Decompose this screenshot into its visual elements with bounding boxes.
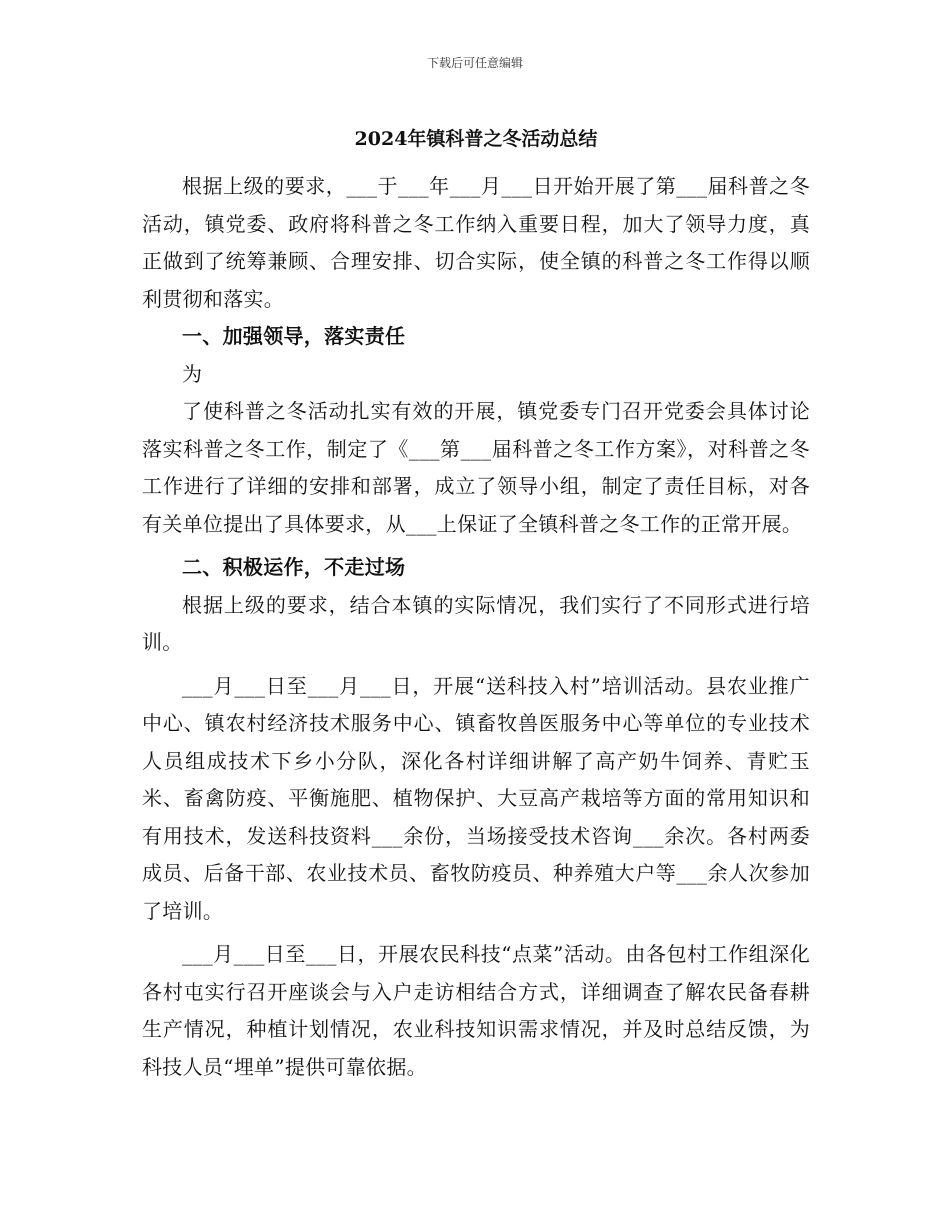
paragraph-training-intro: 根据上级的要求，结合本镇的实际情况，我们实行了不同形式进行培训。 [142,592,810,654]
paragraph-intro: 根据上级的要求，___于___年___月___日开始开展了第___届科普之冬活动，镇党委、政府将科普之冬工作纳入重要日程，加大了领导力度，真正做到了统筹兼顾、合理安排、切合实际，使全镇的科普之冬工作得以顺利贯彻和落实。 [142,174,810,311]
paragraph-leadership: 了使科普之冬活动扎实有效的开展，镇党委专门召开党委会具体讨论落实科普之冬工作，制定了《___第___届科普之冬工作方案》，对科普之冬工作进行了详细的安排和部署，成立了领导小组，制定了责任目标，对各有关单位提出了具体要求，从___上保证了全镇科普之冬工作的正常开展。 [142,399,810,536]
section-heading-1: 一、加强领导，落实责任 [182,324,406,348]
document-title: 2024年镇科普之冬活动总结 [354,128,598,150]
header-note: 下载后可任意编辑 [426,56,523,70]
paragraph-tech-to-village: ___月___日至___月___日，开展“送科技入村”培训活动。县农业推广中心、镇农村经济技术服务中心、镇畜牧兽医服务中心等单位的专业技术人员组成技术下乡小分队，深化各村详细讲解了高产奶牛饲养、青贮玉米、畜禽防疫、平衡施肥、植物保护、大豆高产栽培等方面的常用知识和有用技术，发送科技资料___余份，当场接受技术咨询___余次。各村两委成员、后备干部、农业技术员、畜牧防疫员、种养殖大户等___余人次参加了培训。 [142,673,810,923]
section-heading-2: 二、积极运作，不走过场 [182,555,406,579]
document-body [142,122,810,1086]
paragraph-order-activity: ___月___日至___日，开展农民科技“点菜”活动。由各包村工作组深化各村屯实行召开座谈会与入户走访相结合方式，详细调查了解农民备春耕生产情况，种植计划情况，农业科技知识需求情况，并及时总结反馈，为科技人员“埋单”提供可靠依据。 [142,942,810,1079]
paragraph-fragment: 为 [182,361,203,386]
